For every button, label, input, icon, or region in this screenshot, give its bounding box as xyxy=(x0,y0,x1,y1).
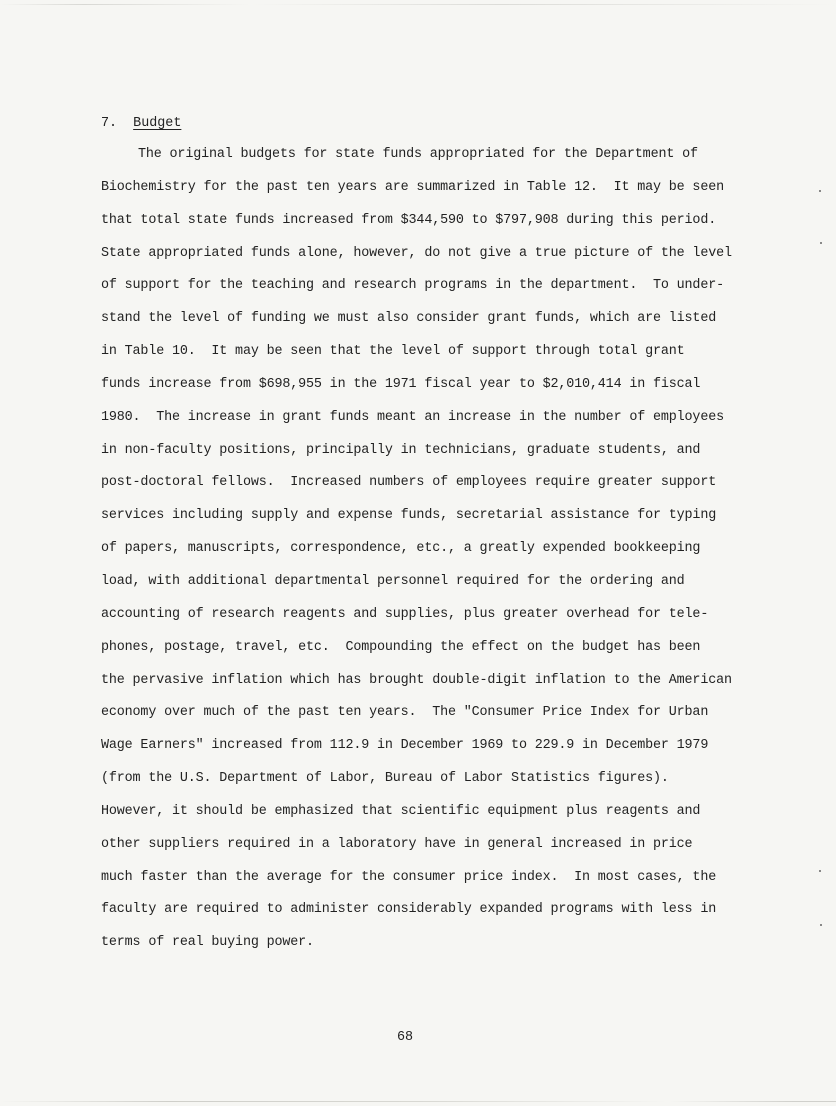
paragraph-line: the pervasive inflation which has brought double-digit inflation to the American xyxy=(101,672,732,688)
paragraph-line: The original budgets for state funds appropriated for the Department of xyxy=(138,147,698,162)
paragraph-line: other suppliers required in a laboratory have in general increased in price xyxy=(101,836,693,852)
paragraph-line: Biochemistry for the past ten years are summarized in Table 12. It may be seen xyxy=(101,179,724,195)
paragraph-line: Wage Earners" increased from 112.9 in December 1969 to 229.9 in December 1979 xyxy=(101,738,709,754)
paragraph-line: accounting of research reagents and supplies, plus greater overhead for tele- xyxy=(101,606,709,622)
paragraph-line: services including supply and expense funds, secretarial assistance for typing xyxy=(101,508,717,524)
paragraph-line: However, it should be emphasized that scientific equipment plus reagents and xyxy=(101,803,701,819)
paragraph-line: 1980. The increase in grant funds meant an increase in the number of employees xyxy=(101,409,724,425)
paragraph-line: in Table 10. It may be seen that the level of support through total grant xyxy=(101,344,685,360)
paragraph-line: that total state funds increased from $344,590 to $797,908 during this period. xyxy=(101,212,717,228)
scan-speck xyxy=(820,242,822,244)
paragraph-line: State appropriated funds alone, however, do not give a true picture of the level xyxy=(101,245,732,261)
page-bottom-edge xyxy=(0,1101,836,1102)
paragraph-line: load, with additional departmental personnel required for the ordering and xyxy=(101,573,685,589)
page-top-edge xyxy=(0,4,836,5)
paragraph-line: of support for the teaching and research programs in the department. To under- xyxy=(101,278,724,294)
scan-speck xyxy=(819,870,821,872)
paragraph-line: economy over much of the past ten years. The "Consumer Price Index for Urban xyxy=(101,705,709,721)
paragraph-line: phones, postage, travel, etc. Compounding the effect on the budget has been xyxy=(101,639,701,655)
paragraph-line: (from the U.S. Department of Labor, Bureau of Labor Statistics figures). xyxy=(101,771,669,787)
body-paragraph xyxy=(101,145,781,966)
scan-speck xyxy=(820,924,822,926)
scan-speck xyxy=(819,190,821,192)
paragraph-line: of papers, manuscripts, correspondence, etc., a greatly expended bookkeeping xyxy=(101,541,701,557)
paragraph-line: stand the level of funding we must also consider grant funds, which are listed xyxy=(101,311,717,327)
paragraph-line: funds increase from $698,955 in the 1971 fiscal year to $2,010,414 in fiscal xyxy=(101,376,701,392)
paragraph-line: post-doctoral fellows. Increased numbers of employees require greater support xyxy=(101,475,717,491)
section-title: Budget xyxy=(133,116,182,131)
page-number: 68 xyxy=(397,1030,414,1045)
paragraph-line: faculty are required to administer considerably expanded programs with less in xyxy=(101,902,717,918)
paragraph-line: much faster than the average for the consumer price index. In most cases, the xyxy=(101,869,717,885)
section-number: 7. xyxy=(101,116,118,131)
paragraph-line: in non-faculty positions, principally in technicians, graduate students, and xyxy=(101,442,701,458)
paragraph-line: terms of real buying power. xyxy=(101,935,314,951)
section-heading xyxy=(101,114,181,134)
